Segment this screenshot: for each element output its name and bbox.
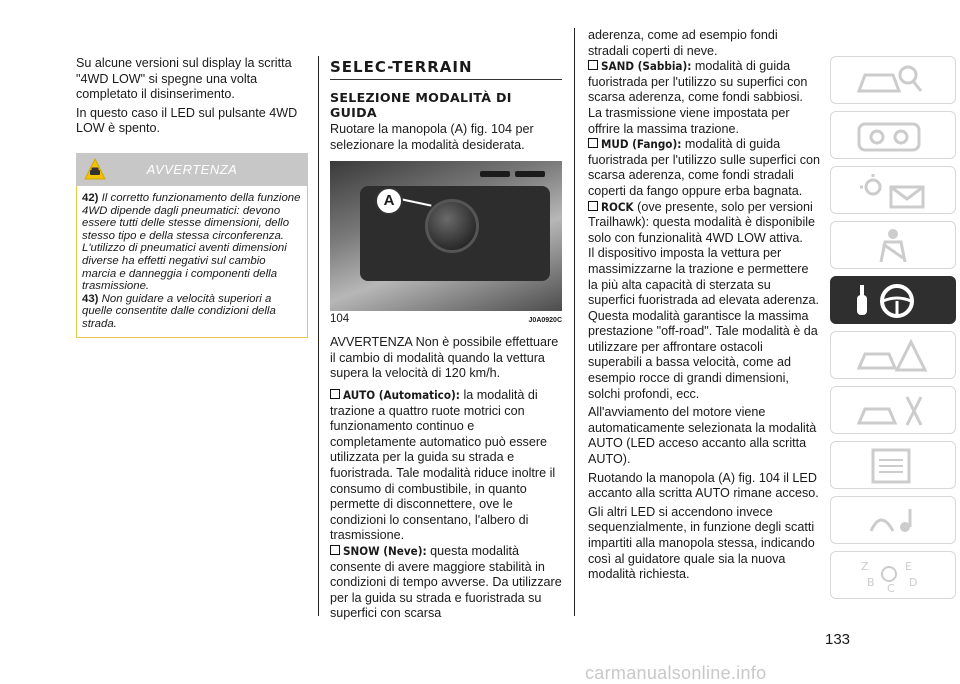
note-number: 43) (82, 292, 99, 305)
watermark-footer: carmanualsonline.info (585, 663, 767, 683)
warning-box (76, 186, 308, 338)
column-right (588, 28, 820, 583)
selector-knob (425, 199, 479, 253)
tab-starting-driving[interactable] (830, 276, 956, 324)
paragraph: In questo caso il LED sul pulsante 4WD LOW è spento. (76, 105, 298, 136)
tab-emergency[interactable] (830, 331, 956, 379)
figure-number: 104 (330, 313, 350, 326)
svg-text:E: E (905, 560, 912, 573)
tab-technical-data[interactable] (830, 441, 956, 489)
column-middle (330, 58, 562, 622)
column-divider (318, 56, 319, 616)
tab-index[interactable] (830, 551, 956, 599)
warning-title: AVVERTENZA (146, 161, 238, 177)
seatbelt-person-icon (853, 226, 933, 266)
tab-multimedia[interactable] (830, 496, 956, 544)
svg-text:B: B (867, 576, 875, 589)
car-dashboard-search-icon (853, 61, 933, 101)
car-warning-icon (853, 336, 933, 376)
svg-text:D: D (909, 576, 918, 589)
square-bullet-icon (588, 60, 598, 70)
tab-safety[interactable] (830, 221, 956, 269)
multimedia-icon (853, 501, 933, 541)
figure-photo (330, 161, 562, 311)
paragraph: Su alcune versioni sul display la scritta "4WD LOW" si spegne una volta completato il disinserimento. (76, 56, 292, 102)
note-number: 42) (82, 191, 99, 204)
tab-maintenance[interactable] (830, 386, 956, 434)
column-left (76, 56, 308, 338)
note-text: Il corretto funzionamento della funzione 4WD dipende dagli pneumatici: devono essere tutti delle stesse dimensioni, dello stesso tipo e della stessa circonferenza. L'utilizzo di pneumatici aventi dimensioni diverse ha effetti negativi sul cambio marcia e danneggia i componenti della trasmissione. (82, 191, 301, 293)
paragraph: Gli altri LED si accendono invece sequenzialmente, in funzione degli scatti impartiti alla manopola stessa, indicando così al guidatore quale sia la nuova modalità richiesta. (588, 504, 815, 582)
svg-text:C: C (887, 582, 895, 595)
note-text: Non guidare a velocità superiori a quelle consentite dalle condizioni della strada. (82, 292, 276, 330)
paragraph: All'avviamento del motore viene automaticamente selezionata la modalità AUTO (LED acceso accanto alla scritta AUTO). (588, 405, 817, 467)
paragraph: aderenza, come ad esempio fondi stradali coperti di neve. (588, 28, 778, 58)
square-bullet-icon (588, 201, 598, 211)
chapter-tabs (830, 56, 956, 606)
mode-auto: AUTO (Automatico): la modalità di trazione a quattro ruote motrici con funzionamento continuo e completamente automatico può essere utilizzata per la guida su strada e fuoristrada. Tale modalità riduce inoltre il consumo di combustibile, in quanto permette di disconnettere, ove le condizioni lo consentano, l'albero di trasmissione. (330, 387, 556, 543)
mode-snow: SNOW (Neve): questa modalità consente di avere maggiore stabilità in condizioni di tempo avverse. Da utilizzare per la guida su strada e fuoristrada su superfici con scarsa (330, 543, 562, 621)
svg-text:Z: Z (861, 560, 869, 573)
page-number: 133 (825, 631, 851, 648)
mode-mud: MUD (Fango): modalità di guida fuoristrada per l'utilizzo sulle superfici con scarsa aderenza, come fondi stradali coperti da fango oppure erba bagnata. (588, 137, 820, 198)
car-dashboard-icon (853, 116, 933, 156)
paragraph: Ruotando la manopola (A) fig. 104 il LED accanto alla scritta AUTO rimane acceso. (588, 470, 819, 501)
tab-dashboard-knowledge[interactable] (830, 56, 956, 104)
callout-label: A (375, 187, 403, 215)
square-bullet-icon (330, 389, 340, 399)
car-tools-icon (853, 391, 933, 431)
column-divider (574, 28, 575, 616)
figure-code: J0A0920C (528, 317, 562, 325)
mode-sand: SAND (Sabbia): modalità di guida fuoristrada per l'utilizzo su superfici con scarsa aderenza, come fondi sabbiosi. La trasmissione viene impostata per offrire la massima trazione. (588, 59, 808, 136)
alphabetical-index-icon (853, 556, 933, 596)
mode-rock: ROCK (ove presente, solo per versioni Trailhawk): questa modalità è disponibile solo con funzionalità 4WD LOW attiva. (588, 199, 816, 245)
square-bullet-icon (588, 138, 598, 148)
tab-lights-messages[interactable] (830, 166, 956, 214)
section-subheading: SELEZIONE MODALITÀ DI GUIDA (330, 90, 512, 120)
tab-instruments[interactable] (830, 111, 956, 159)
warning-header (76, 153, 308, 186)
key-steering-wheel-icon (853, 281, 933, 321)
sun-envelope-icon (853, 171, 933, 211)
section-heading: SELEC-TERRAIN (330, 58, 562, 80)
figure-caption (330, 313, 562, 325)
square-bullet-icon (330, 545, 340, 555)
paragraph: AVVERTENZA Non è possibile effettuare il cambio di modalità quando la vettura supera la velocità di 120 km/h. (330, 335, 559, 381)
paragraph: Ruotare la manopola (A) fig. 104 per selezionare la modalità desiderata. (330, 122, 534, 152)
technical-data-icon (853, 446, 933, 486)
paragraph: Il dispositivo imposta la vettura per massimizzarne la trazione e permettere la più alta capacità di sterzata su superfici fuoristrada ad elevata aderenza. Questa modalità garantisce la massima prestazione "off-road". Tale modalità è da utilizzare per affrontare ostacoli superabili a bassa velocità, come ad esempio rocce di grandi dimensioni, solchi profondi, ecc. (588, 246, 820, 401)
